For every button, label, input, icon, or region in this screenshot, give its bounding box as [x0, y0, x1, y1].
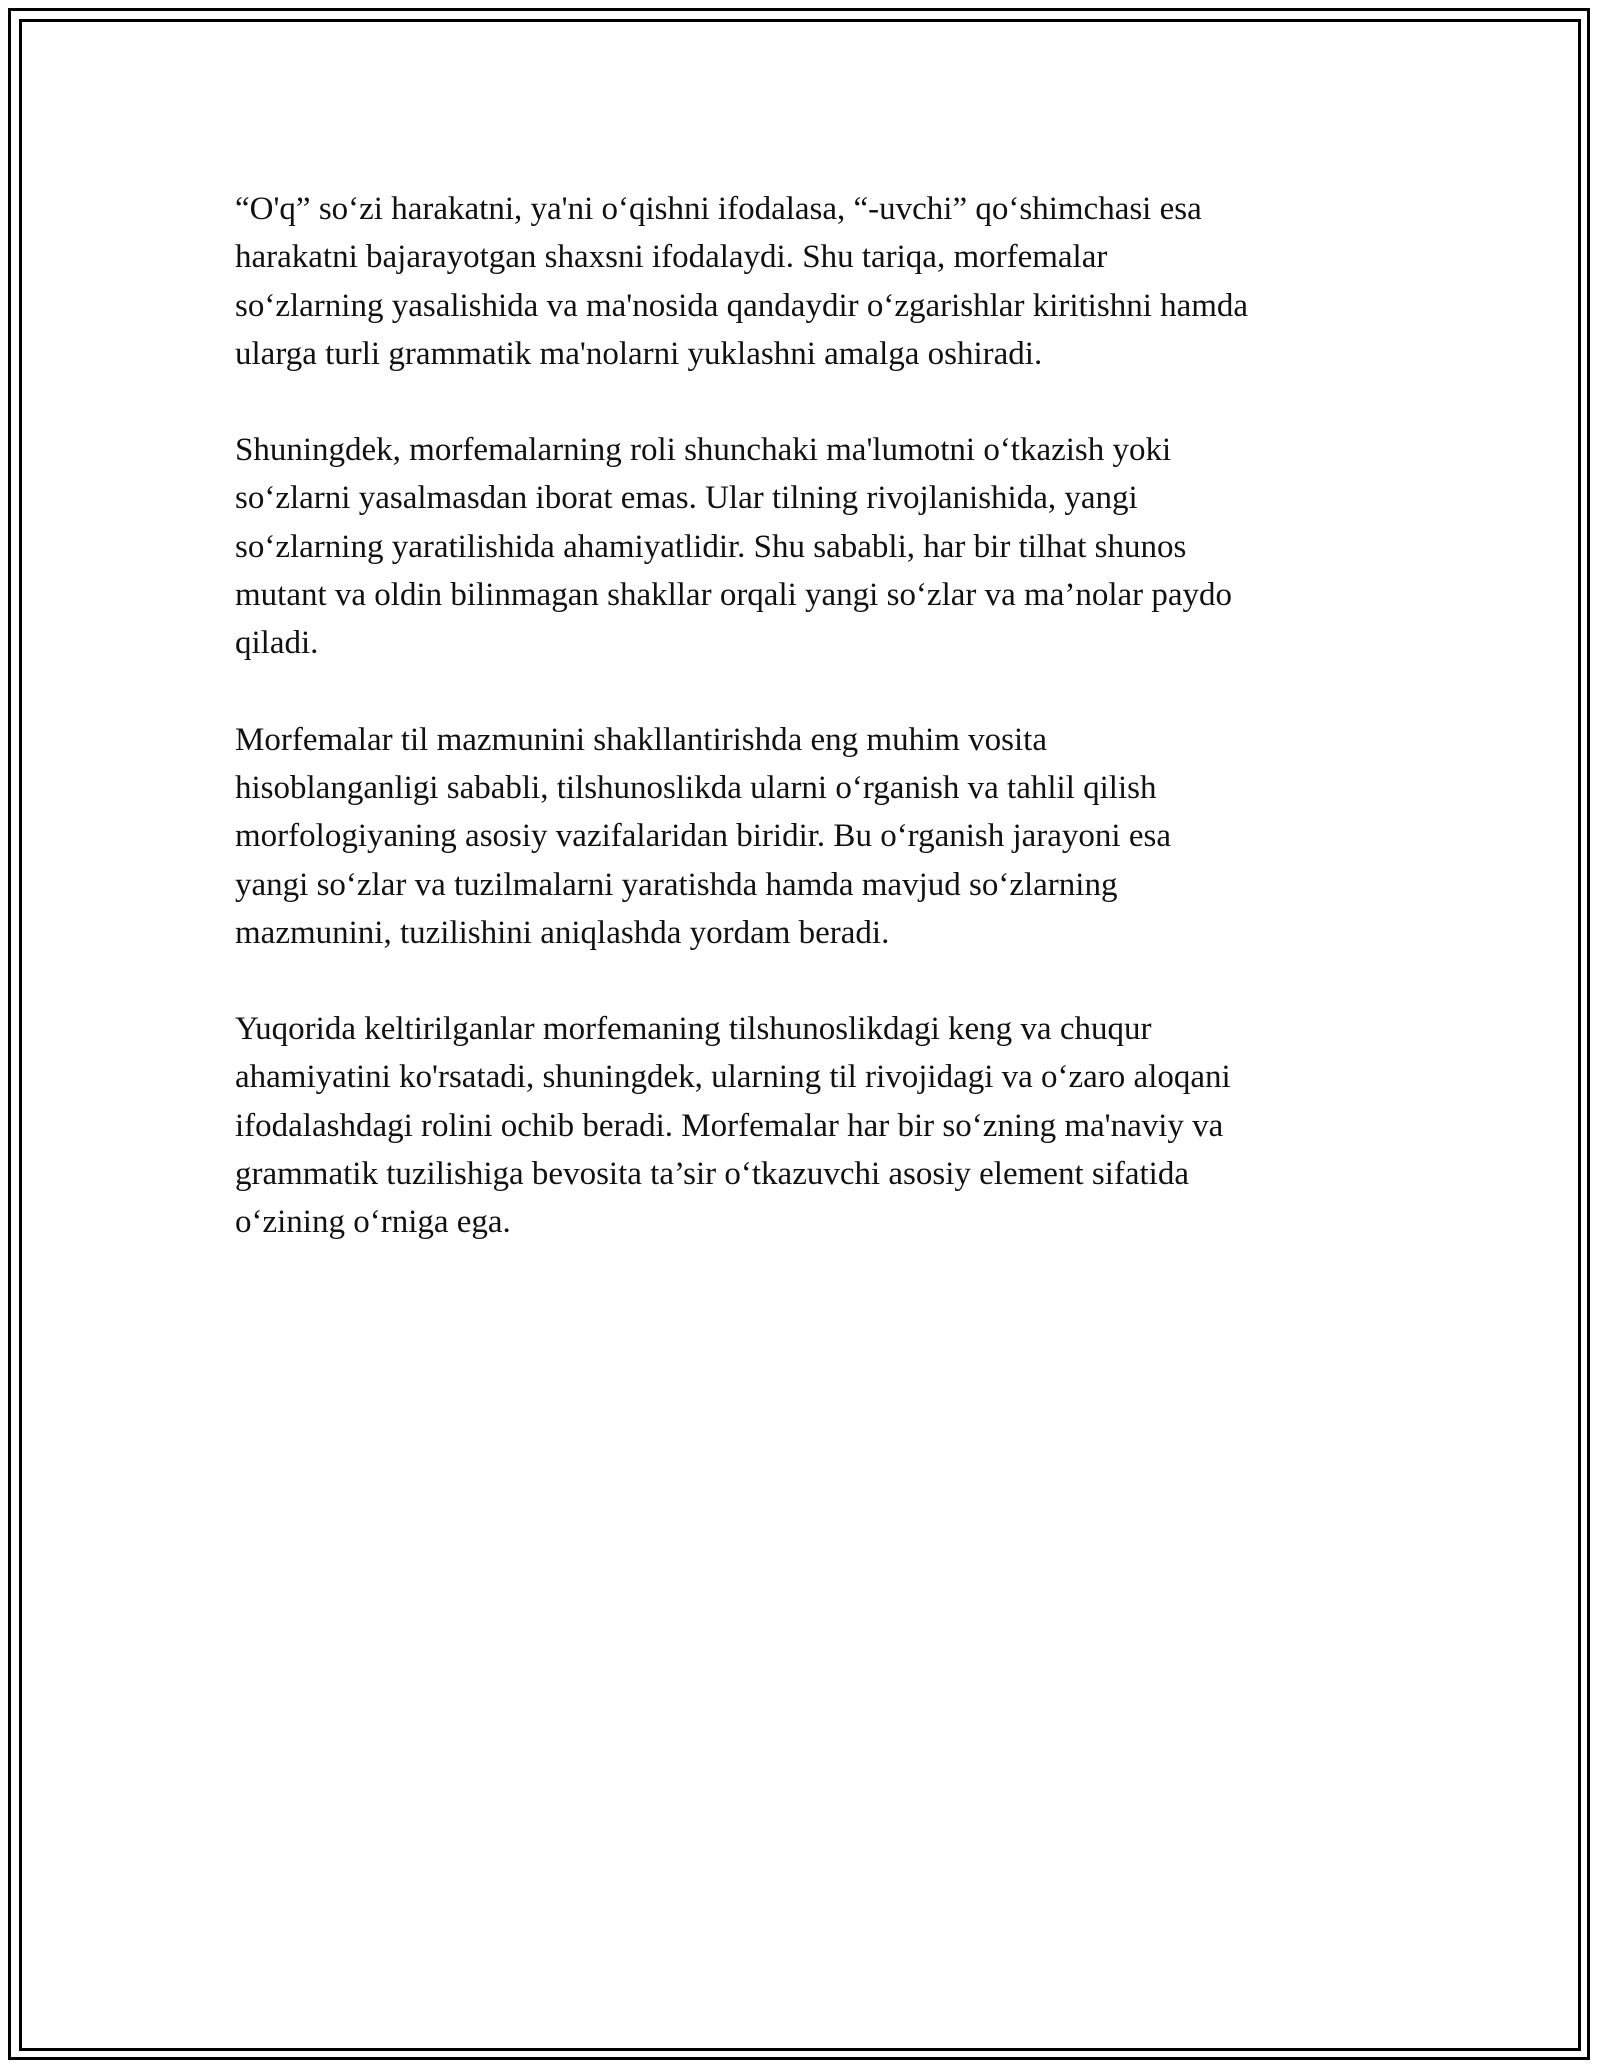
text-line: o‘zining o‘rniga ega. [235, 1204, 511, 1241]
text-line: harakatni bajarayotgan shaxsni ifodalaydi. Shu tariqa, morfemalar [235, 239, 1108, 276]
text-line: Shuningdek, morfemalarning roli shunchaki ma'lumotni o‘tkazish yoki [235, 432, 1172, 469]
text-line: hisoblanganligi sababli, tilshunoslikda ularni o‘rganish va tahlil qilish [235, 769, 1157, 806]
paragraph-3 [235, 716, 1385, 957]
text-line: Morfemalar til mazmunini shakllantirishda eng muhim vosita [235, 721, 1047, 758]
text-line: so‘zlarning yaratilishida ahamiyatlidir. Shu sababli, har bir tilhat shunos [235, 528, 1187, 565]
text-line: morfologiyaning asosiy vazifalaridan biridir. Bu o‘rganish jarayoni esa [235, 818, 1171, 855]
text-line: “O'q” so‘zi harakatni, ya'ni o‘qishni ifodalasa, “-uvchi” qo‘shimchasi esa [235, 191, 1202, 227]
paragraph-4 [235, 1005, 1385, 1246]
paragraph-1 [235, 185, 1385, 378]
text-line: ifodalashdagi rolini ochib beradi. Morfemalar har bir so‘zning ma'naviy va [235, 1107, 1224, 1144]
text-line: mutant va oldin bilinmagan shakllar orqali yangi so‘zlar va ma’nolar paydo [235, 577, 1233, 614]
text-line: ularga turli grammatik ma'nolarni yuklashni amalga oshiradi. [235, 335, 1043, 372]
text-line: so‘zlarning yasalishida va ma'nosida qandaydir o‘zgarishlar kiritishni hamda [235, 287, 1249, 324]
text-line: grammatik tuzilishiga bevosita ta’sir o‘tkazuvchi asosiy element sifatida [235, 1156, 1189, 1193]
text-line: ahamiyatini ko'rsatadi, shuningdek, ularning til rivojidagi va o‘zaro aloqani [235, 1059, 1231, 1096]
text-line: Yuqorida keltirilganlar morfemaning tilshunoslikdagi keng va chuqur [235, 1011, 1152, 1048]
text-line: yangi so‘zlar va tuzilmalarni yaratishda hamda mavjud so‘zlarning [235, 866, 1118, 903]
text-line: qiladi. [235, 625, 319, 662]
text-line: so‘zlarni yasalmasdan iborat emas. Ular tilning rivojlanishida, yangi [235, 480, 1138, 517]
paragraph-2 [235, 426, 1385, 667]
text-line: mazmunini, tuzilishini aniqlashda yordam beradi. [235, 914, 890, 951]
document-body [235, 185, 1385, 1295]
